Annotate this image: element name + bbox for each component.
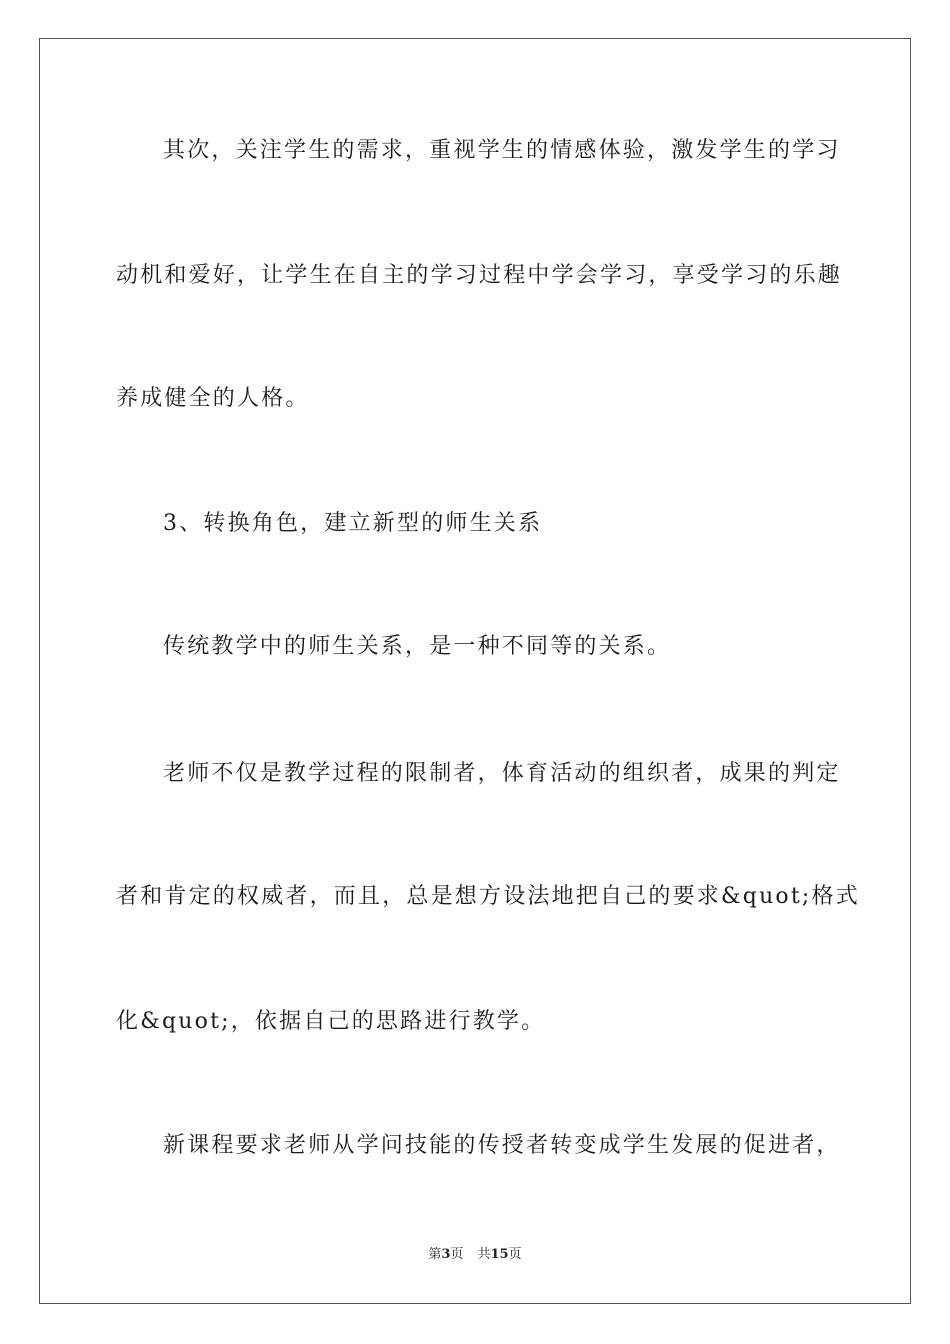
page-footer [0, 1246, 950, 1264]
paragraph-line: 养成健全的人格。 [116, 386, 310, 411]
paragraph-line: 者和肯定的权威者，而且，总是想方设法地把自己的要求&quot;格式 [116, 884, 860, 909]
total-prefix: 共 [477, 1247, 491, 1262]
page-border [39, 38, 911, 1304]
section-heading: 3、转换角色，建立新型的师生关系 [163, 511, 543, 536]
paragraph-line: 其次，关注学生的需求，重视学生的情感体验，激发学生的学习 [163, 138, 841, 163]
paragraph-line: 化&quot;，依据自己的思路进行教学。 [116, 1009, 546, 1034]
paragraph-line: 老师不仅是教学过程的限制者，体育活动的组织者，成果的判定 [163, 761, 841, 786]
page-suffix: 页 [450, 1247, 464, 1262]
total-pages: 15 [490, 1247, 509, 1262]
paragraph-line: 新课程要求老师从学问技能的传授者转变成学生发展的促进者， [163, 1133, 841, 1158]
total-suffix: 页 [508, 1247, 522, 1262]
page-prefix: 第 [428, 1247, 442, 1262]
paragraph-line: 动机和爱好，让学生在自主的学习过程中学会学习，享受学习的乐趣 [116, 263, 843, 288]
page-number: 3 [441, 1247, 451, 1262]
paragraph-line: 传统教学中的师生关系，是一种不同等的关系。 [163, 634, 672, 659]
